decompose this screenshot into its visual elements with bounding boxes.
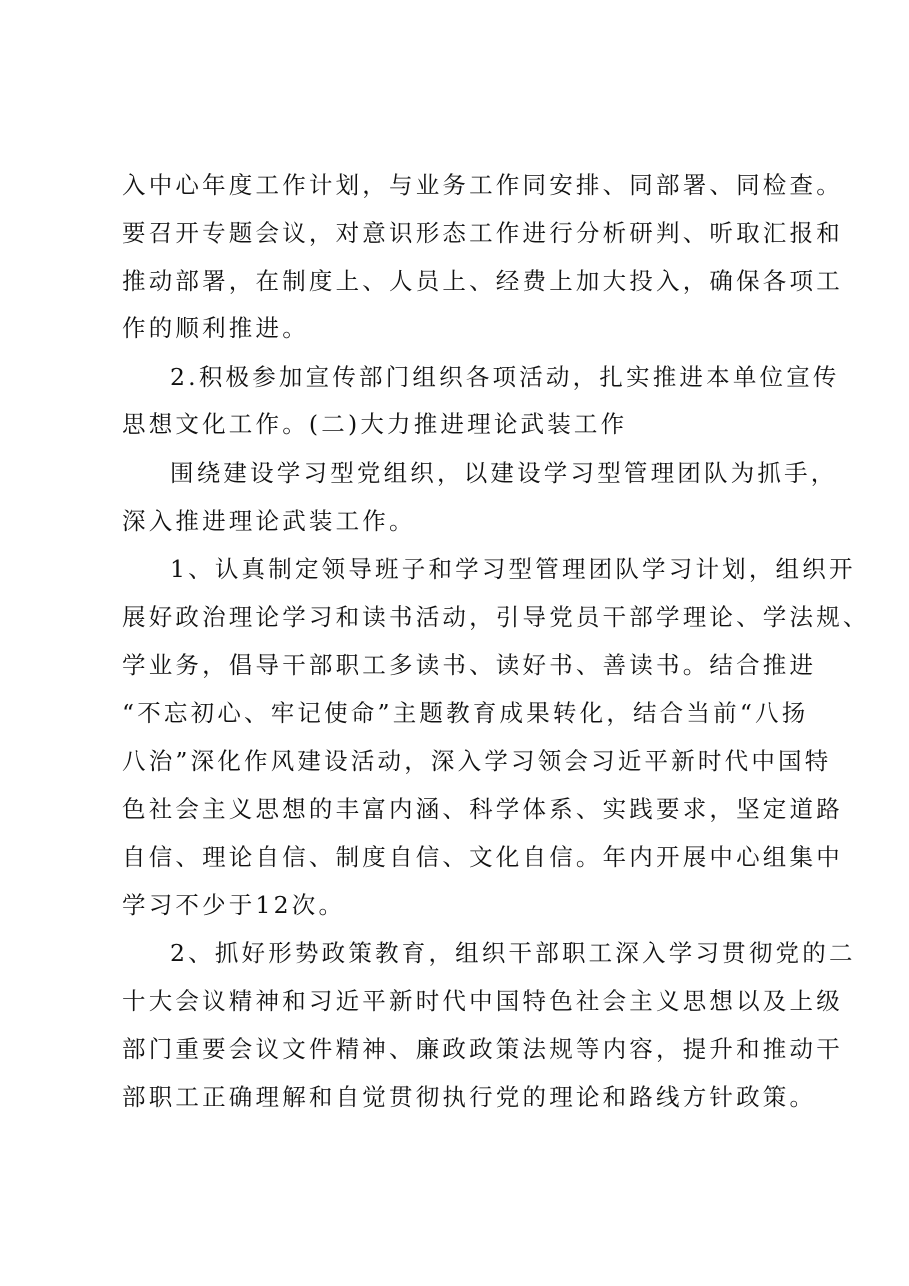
text-line: 推动部署，在制度上、人员上、经费上加大投入，确保各项工 — [122, 267, 843, 295]
text-line: 1、认真制定领导班子和学习型管理团队学习计划，组织开 — [170, 555, 856, 583]
text-line: 自信、理论自信、制度自信、文化自信。年内开展中心组集中 — [122, 843, 843, 871]
text-line: 展好政治理论学习和读书活动，引导党员干部学理论、学法规、 — [122, 603, 870, 631]
text-line: 部门重要会议文件精神、廉政政策法规等内容，提升和推动干 — [122, 1035, 843, 1063]
text-line: 围绕建设学习型党组织，以建设学习型管理团队为抓手， — [170, 459, 838, 487]
text-line: 要召开专题会议，对意识形态工作进行分析研判、听取汇报和 — [122, 219, 843, 247]
text-line: 2、抓好形势政策教育，组织干部职工深入学习贯彻党的二 — [170, 939, 856, 967]
text-line: 深入推进理论武装工作。 — [122, 507, 416, 535]
text-line: 2.积极参加宣传部门组织各项活动，扎实推进本单位宣传 — [170, 363, 840, 391]
text-line: 色社会主义思想的丰富内涵、科学体系、实践要求，坚定道路 — [122, 795, 843, 823]
text-line: 学习不少于12次。 — [122, 891, 346, 919]
text-line: 入中心年度工作计划，与业务工作同安排、同部署、同检查。 — [122, 171, 843, 199]
text-line: 十大会议精神和习近平新时代中国特色社会主义思想以及上级 — [122, 987, 843, 1015]
text-line: “不忘初心、牢记使命”主题教育成果转化，结合当前“八扬 — [122, 699, 809, 727]
text-line: 八治”深化作风建设活动，深入学习领会习近平新时代中国特 — [122, 747, 832, 775]
text-line: 学业务，倡导干部职工多读书、读好书、善读书。结合推进 — [122, 651, 817, 679]
text-line: 思想文化工作。(二)大力推进理论武装工作 — [122, 410, 628, 438]
text-line: 部职工正确理解和自觉贯彻执行党的理论和路线方针政策。 — [122, 1083, 817, 1111]
text-line: 作的顺利推进。 — [122, 314, 309, 342]
